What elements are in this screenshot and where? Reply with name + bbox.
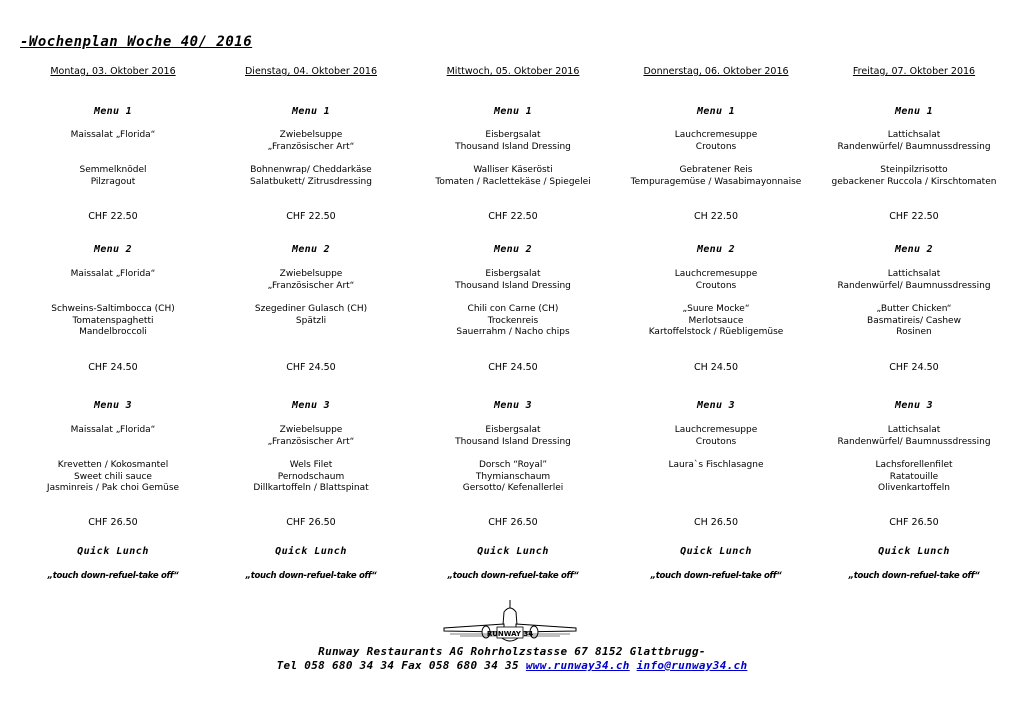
menu-heading: Menu 2	[895, 244, 933, 255]
menu-price: CHF 26.50	[488, 517, 538, 528]
menu-heading: Menu 3	[494, 400, 532, 411]
day-column	[814, 0, 1014, 600]
quick-lunch-heading: Quick Lunch	[477, 546, 549, 557]
quick-lunch-slogan: „touch down-refuel-take off“	[47, 571, 179, 581]
menu-price: CHF 22.50	[286, 211, 336, 222]
menu-starter: Croutons	[695, 436, 737, 447]
menu-main-course: Olivenkartoffeln	[878, 483, 950, 494]
menu-starter: Lattichsalat	[887, 269, 941, 279]
day-date: Mittwoch, 05. Oktober 2016	[446, 66, 580, 77]
quick-lunch-heading: Quick Lunch	[878, 546, 950, 557]
menu-main-course: gebackener Ruccola / Kirschtomaten	[831, 176, 997, 187]
menu-heading: Menu 3	[697, 400, 735, 411]
day-column	[616, 0, 816, 600]
menu-starter: Eisbergsalat	[485, 425, 541, 435]
menu-main-course: Bohnenwrap/ Cheddarkäse	[250, 165, 372, 175]
menu-price: CHF 26.50	[286, 517, 336, 528]
menu-price: CHF 24.50	[889, 362, 939, 373]
menu-main-course: „Suure Mocke“	[682, 304, 750, 314]
menu-main-course: Semmelknödel	[79, 165, 147, 175]
menu-starter: Zwiebelsuppe	[279, 130, 343, 140]
menu-starter: „Französischer Art“	[267, 436, 355, 447]
menu-main-course: Tomaten / Raclettekäse / Spiegelei	[435, 176, 591, 187]
menu-main-course: Spätzli	[295, 315, 327, 326]
day-column	[211, 0, 411, 600]
menu-price: CHF 22.50	[889, 211, 939, 222]
menu-main-course: Thymianschaum	[475, 471, 551, 482]
menu-main-course: „Butter Chicken“	[876, 304, 952, 314]
airplane-logo-icon	[440, 598, 580, 646]
menu-main-course: Merlotsauce	[688, 315, 744, 326]
day-date: Donnerstag, 06. Oktober 2016	[643, 66, 789, 77]
menu-heading: Menu 3	[94, 400, 132, 411]
menu-heading: Menu 2	[494, 244, 532, 255]
logo-text: RUNWAY 34	[486, 630, 534, 638]
menu-main-course: Lachsforellenfilet	[875, 460, 953, 470]
menu-heading: Menu 3	[292, 400, 330, 411]
menu-starter: Zwiebelsuppe	[279, 269, 343, 279]
menu-starter: Maissalat „Florida“	[70, 130, 156, 140]
menu-main-course: Mandelbroccoli	[79, 327, 147, 338]
quick-lunch-slogan: „touch down-refuel-take off“	[848, 571, 980, 581]
menu-starter: Randenwürfel/ Baumnussdressing	[837, 436, 991, 447]
menu-price: CHF 24.50	[286, 362, 336, 373]
menu-main-course: Gebratener Reis	[679, 165, 753, 175]
menu-starter: Lauchcremesuppe	[674, 130, 758, 140]
menu-main-course: Sauerrahm / Nacho chips	[456, 327, 570, 338]
quick-lunch-slogan: „touch down-refuel-take off“	[447, 571, 579, 581]
menu-heading: Menu 2	[94, 244, 132, 255]
menu-starter: Maissalat „Florida“	[70, 269, 156, 279]
menu-main-course: Krevetten / Kokosmantel	[57, 460, 169, 470]
menu-starter: „Französischer Art“	[267, 280, 355, 291]
menu-price: CHF 22.50	[88, 211, 138, 222]
website-link[interactable]: www.runway34.ch	[525, 659, 630, 672]
menu-main-course: Dorsch “Royal”	[478, 460, 548, 470]
menu-heading: Menu 1	[895, 106, 933, 117]
menu-main-course: Basmatireis/ Cashew	[867, 315, 961, 326]
quick-lunch-heading: Quick Lunch	[275, 546, 347, 557]
menu-starter: „Französischer Art“	[267, 141, 355, 152]
menu-main-course: Schweins-Saltimbocca (CH)	[51, 304, 175, 314]
menu-starter: Randenwürfel/ Baumnussdressing	[837, 141, 991, 152]
menu-main-course: Szegediner Gulasch (CH)	[254, 304, 368, 314]
menu-starter: Thousand Island Dressing	[455, 436, 571, 447]
quick-lunch-slogan: „touch down-refuel-take off“	[650, 571, 782, 581]
footer-address: Runway Restaurants AG Rohrholzstasse 67 8152 Glattbrugg-	[318, 645, 706, 658]
menu-main-course: Wels Filet	[289, 460, 333, 470]
menu-main-course: Ratatouille	[889, 471, 939, 482]
menu-price: CHF 26.50	[889, 517, 939, 528]
menu-main-course: Chili con Carne (CH)	[467, 304, 559, 314]
menu-starter: Lattichsalat	[887, 425, 941, 435]
menu-price: CH 22.50	[694, 211, 738, 222]
menu-main-course: Dillkartoffeln / Blattspinat	[253, 483, 369, 494]
day-date: Freitag, 07. Oktober 2016	[852, 66, 976, 77]
menu-starter: Lattichsalat	[887, 130, 941, 140]
menu-heading: Menu 3	[895, 400, 933, 411]
day-date: Montag, 03. Oktober 2016	[50, 66, 176, 77]
menu-main-course: Kartoffelstock / Rüebligemüse	[648, 327, 784, 338]
footer-contact	[0, 659, 1024, 672]
menu-main-course: Walliser Käserösti	[473, 165, 553, 175]
menu-heading: Menu 2	[292, 244, 330, 255]
menu-starter: Eisbergsalat	[485, 269, 541, 279]
menu-main-course: Pernodschaum	[277, 471, 345, 482]
menu-main-course: Sweet chili sauce	[74, 471, 152, 482]
menu-starter: Eisbergsalat	[485, 130, 541, 140]
menu-price: CH 24.50	[694, 362, 738, 373]
menu-main-course: Jasminreis / Pak choi Gemüse	[46, 483, 180, 494]
footer-phone-fax: Tel 058 680 34 34 Fax 058 680 34 35	[276, 659, 519, 672]
page-title: -Wochenplan Woche 40/ 2016	[20, 34, 253, 50]
menu-starter: Zwiebelsuppe	[279, 425, 343, 435]
menu-main-course: Tomatenspaghetti	[72, 315, 154, 326]
menu-heading: Menu 1	[494, 106, 532, 117]
menu-starter: Lauchcremesuppe	[674, 269, 758, 279]
menu-starter: Maissalat „Florida“	[70, 425, 156, 435]
menu-heading: Menu 1	[94, 106, 132, 117]
menu-starter: Croutons	[695, 141, 737, 152]
menu-starter: Croutons	[695, 280, 737, 291]
quick-lunch-heading: Quick Lunch	[77, 546, 149, 557]
menu-starter: Thousand Island Dressing	[455, 280, 571, 291]
day-column	[413, 0, 613, 600]
menu-price: CHF 22.50	[488, 211, 538, 222]
quick-lunch-heading: Quick Lunch	[680, 546, 752, 557]
menu-starter: Thousand Island Dressing	[455, 141, 571, 152]
menu-heading: Menu 2	[697, 244, 735, 255]
menu-main-course: Laura`s Fischlasagne	[668, 460, 764, 470]
menu-price: CHF 24.50	[488, 362, 538, 373]
menu-main-course: Trockenreis	[487, 315, 539, 326]
menu-starter: Randenwürfel/ Baumnussdressing	[837, 280, 991, 291]
menu-main-course: Gersotto/ Kefenallerlei	[462, 483, 564, 494]
menu-heading: Menu 1	[292, 106, 330, 117]
menu-price: CHF 24.50	[88, 362, 138, 373]
menu-main-course: Salatbukett/ Zitrusdressing	[250, 176, 372, 187]
email-link[interactable]: info@runway34.ch	[636, 659, 748, 672]
quick-lunch-slogan: „touch down-refuel-take off“	[245, 571, 377, 581]
menu-price: CH 26.50	[694, 517, 738, 528]
menu-main-course: Pilzragout	[90, 176, 136, 187]
menu-main-course: Rosinen	[896, 327, 932, 338]
menu-main-course: Steinpilzrisotto	[880, 165, 948, 175]
menu-price: CHF 26.50	[88, 517, 138, 528]
menu-starter: Lauchcremesuppe	[674, 425, 758, 435]
day-date: Dienstag, 04. Oktober 2016	[244, 66, 377, 77]
menu-main-course: Tempuragemüse / Wasabimayonnaise	[630, 176, 802, 187]
menu-heading: Menu 1	[697, 106, 735, 117]
day-column	[13, 0, 213, 600]
